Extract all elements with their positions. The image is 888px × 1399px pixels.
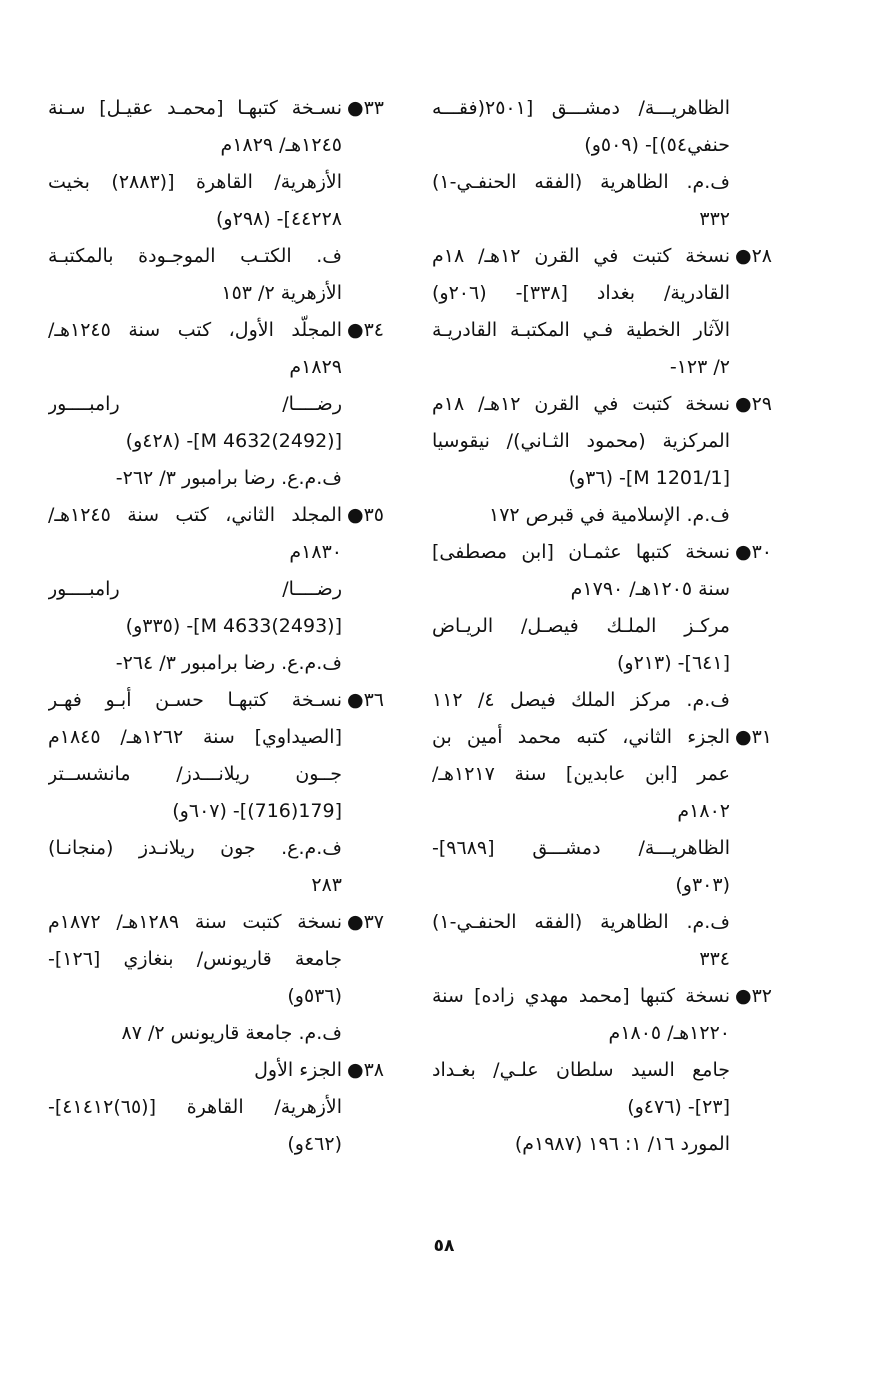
entry-line: ف.م. مركز الملك فيصل ٤/ ١١٢ (432, 689, 730, 711)
entry-number: ٢٨● (734, 245, 772, 267)
entry-number: ٣٧● (346, 911, 384, 933)
entry-number: ٣٦● (346, 689, 384, 711)
catalog-entry (432, 386, 772, 534)
entry-line: ٤٤٢٢٨]- (٢٩٨و) (216, 208, 342, 230)
entry-line: مركـز الملـك فيصـل/ الريـاض (432, 615, 730, 637)
entry-line: ف.م. جامعة قاريونس ٢/ ٨٧ (121, 1022, 342, 1044)
entry-line: المورد ١٦/ ١: ١٩٦ (١٩٨٧م) (514, 1133, 730, 1155)
catalog-entry (432, 238, 772, 386)
entry-line: الظاهريـــة/ دمشـــق [٩٦٨٩]- (432, 837, 730, 859)
entry-number: ٣٥● (346, 504, 384, 526)
entry-line: [٢٣]- (٤٧٦و) (627, 1096, 730, 1118)
entry-line: رضــــا/ رامبــــور (48, 393, 342, 415)
entry-line: الجزء الأول (254, 1059, 342, 1081)
page-number: ٥٨ (433, 1236, 455, 1256)
entry-line: [M 1201/1]- (٣٦و) (568, 467, 730, 489)
entry-line: المركزية (محمود الثـاني)/ نيقوسيا (432, 430, 730, 452)
entry-line: [179(716)]- (٦٠٧و) (172, 800, 342, 822)
entry-line: [M 4632(2492)]- (٤٢٨و) (125, 430, 342, 452)
entry-line: ٣٣٤ (699, 948, 730, 970)
entry-line: نسـخة كتبهـا [محمـد عقيـل] سـنة (48, 97, 342, 119)
entry-line: سنة ١٢٠٥هـ/ ١٧٩٠م (570, 578, 730, 600)
entry-line: جامع السيد سلطان علـي/ بغـداد (432, 1059, 730, 1081)
entry-number: ٣٨● (346, 1059, 384, 1081)
catalog-entry (48, 312, 384, 497)
entry-line: جــون ريلانـــدز/ مانشســتر (48, 763, 342, 785)
entry-line: ١٨٣٠م (289, 541, 342, 563)
entry-line: المجلد الثاني، كتب سنة ١٢٤٥هـ/ (48, 504, 342, 526)
entry-line: ٢٨٣ (311, 874, 342, 896)
entry-line: جامعة قاريونس/ بنغازي [١٢٦]- (48, 948, 342, 970)
entry-line: [الصيداوي] سنة ١٢٦٢هـ/ ١٨٤٥م (48, 726, 342, 748)
right-column (432, 90, 772, 1163)
entry-line: القادرية/ بغداد [٣٣٨]- (٢٠٦و) (432, 282, 730, 304)
catalog-entry (432, 90, 772, 238)
entry-line: (٥٣٦و) (287, 985, 342, 1007)
entry-line: ف.م.ع. رضا برامبور ٣/ ٢٦٢- (115, 467, 342, 489)
entry-line: ف.م. الظاهرية (الفقه الحنفـي-١) (432, 911, 730, 933)
entry-line: ١٨٠٢م (677, 800, 730, 822)
entry-line: ١٨٢٩م (289, 356, 342, 378)
entry-line: نسخة كتبت سنة ١٢٨٩هـ/ ١٨٧٢م (48, 911, 342, 933)
entry-number: ٣٣● (346, 97, 384, 119)
entry-number: ٣٠● (734, 541, 772, 563)
entry-line: الأزهرية/ القاهرة [(٢٨٨٣) بخيت (48, 171, 342, 193)
catalog-entry (48, 1052, 384, 1163)
entry-line: ١٢٢٠هـ/ ١٨٠٥م (608, 1022, 730, 1044)
entry-line: ٣٣٢ (699, 208, 730, 230)
entry-line: ف.م. الظاهرية (الفقه الحنفـي-١) (432, 171, 730, 193)
catalog-entry (432, 978, 772, 1163)
entry-number: ٣٤● (346, 319, 384, 341)
entry-line: حنفي٥٤)]- (٥٠٩و) (584, 134, 730, 156)
entry-line: نسخة كتبها [محمد مهدي زاده] سنة (432, 985, 730, 1007)
entry-line: ١٢٤٥هـ/ ١٨٢٩م (220, 134, 342, 156)
catalog-entry (48, 682, 384, 904)
entry-line: نسخة كتبت في القرن ١٢هـ/ ١٨م (432, 393, 730, 415)
entry-number: ٢٩● (734, 393, 772, 415)
entry-line: ٢/ ١٢٣- (669, 356, 730, 378)
entry-line: [٦٤١]- (٢١٣و) (617, 652, 730, 674)
entry-number: ٣٢● (734, 985, 772, 1007)
left-column (48, 90, 384, 1163)
entry-line: نسخة كتبها عثمـان [ابن مصطفى] (432, 541, 730, 563)
entry-line: ف.م.ع. جون ريلانـدز (منجانـا) (48, 837, 342, 859)
entry-line: عمر [ابن عابدين] سنة ١٢١٧هـ/ (432, 763, 730, 785)
entry-line: الآثار الخطية فـي المكتبـة القادريـة (432, 319, 730, 341)
entry-line: نسـخة كتبهـا حسـن أبـو فهـر (48, 689, 342, 711)
entry-line: الظاهريـــة/ دمشـــق [٢٥٠١(فقـــه (432, 97, 730, 119)
catalog-entry (432, 719, 772, 978)
entry-line: (٤٦٢و) (287, 1133, 342, 1155)
catalog-entry (432, 534, 772, 719)
entry-line: الجزء الثاني، كتبه محمد أمين بن (432, 726, 730, 748)
entry-number: ٣١● (734, 726, 772, 748)
catalog-entry (48, 90, 384, 312)
entry-line: [M 4633(2493)]- (٣٣٥و) (125, 615, 342, 637)
entry-line: ف.م.ع. رضا برامبور ٣/ ٢٦٤- (115, 652, 342, 674)
entry-line: (٣٠٣و) (675, 874, 730, 896)
catalog-entry (48, 497, 384, 682)
entry-line: ف.م. الإسلامية في قبرص ١٧٢ (489, 504, 730, 526)
catalog-entry (48, 904, 384, 1052)
entry-line: رضــــا/ رامبــــور (48, 578, 342, 600)
entry-line: المجلّد الأول، كتب سنة ١٢٤٥هـ/ (48, 319, 342, 341)
entry-line: الأزهرية ٢/ ١٥٣ (221, 282, 342, 304)
entry-line: نسخة كتبت في القرن ١٢هـ/ ١٨م (432, 245, 730, 267)
entry-line: ف. الكتـب الموجـودة بالمكتبـة (48, 245, 342, 267)
entry-line: الأزهرية/ القاهرة [(٦٥)٤١٤١٢]- (48, 1096, 342, 1118)
